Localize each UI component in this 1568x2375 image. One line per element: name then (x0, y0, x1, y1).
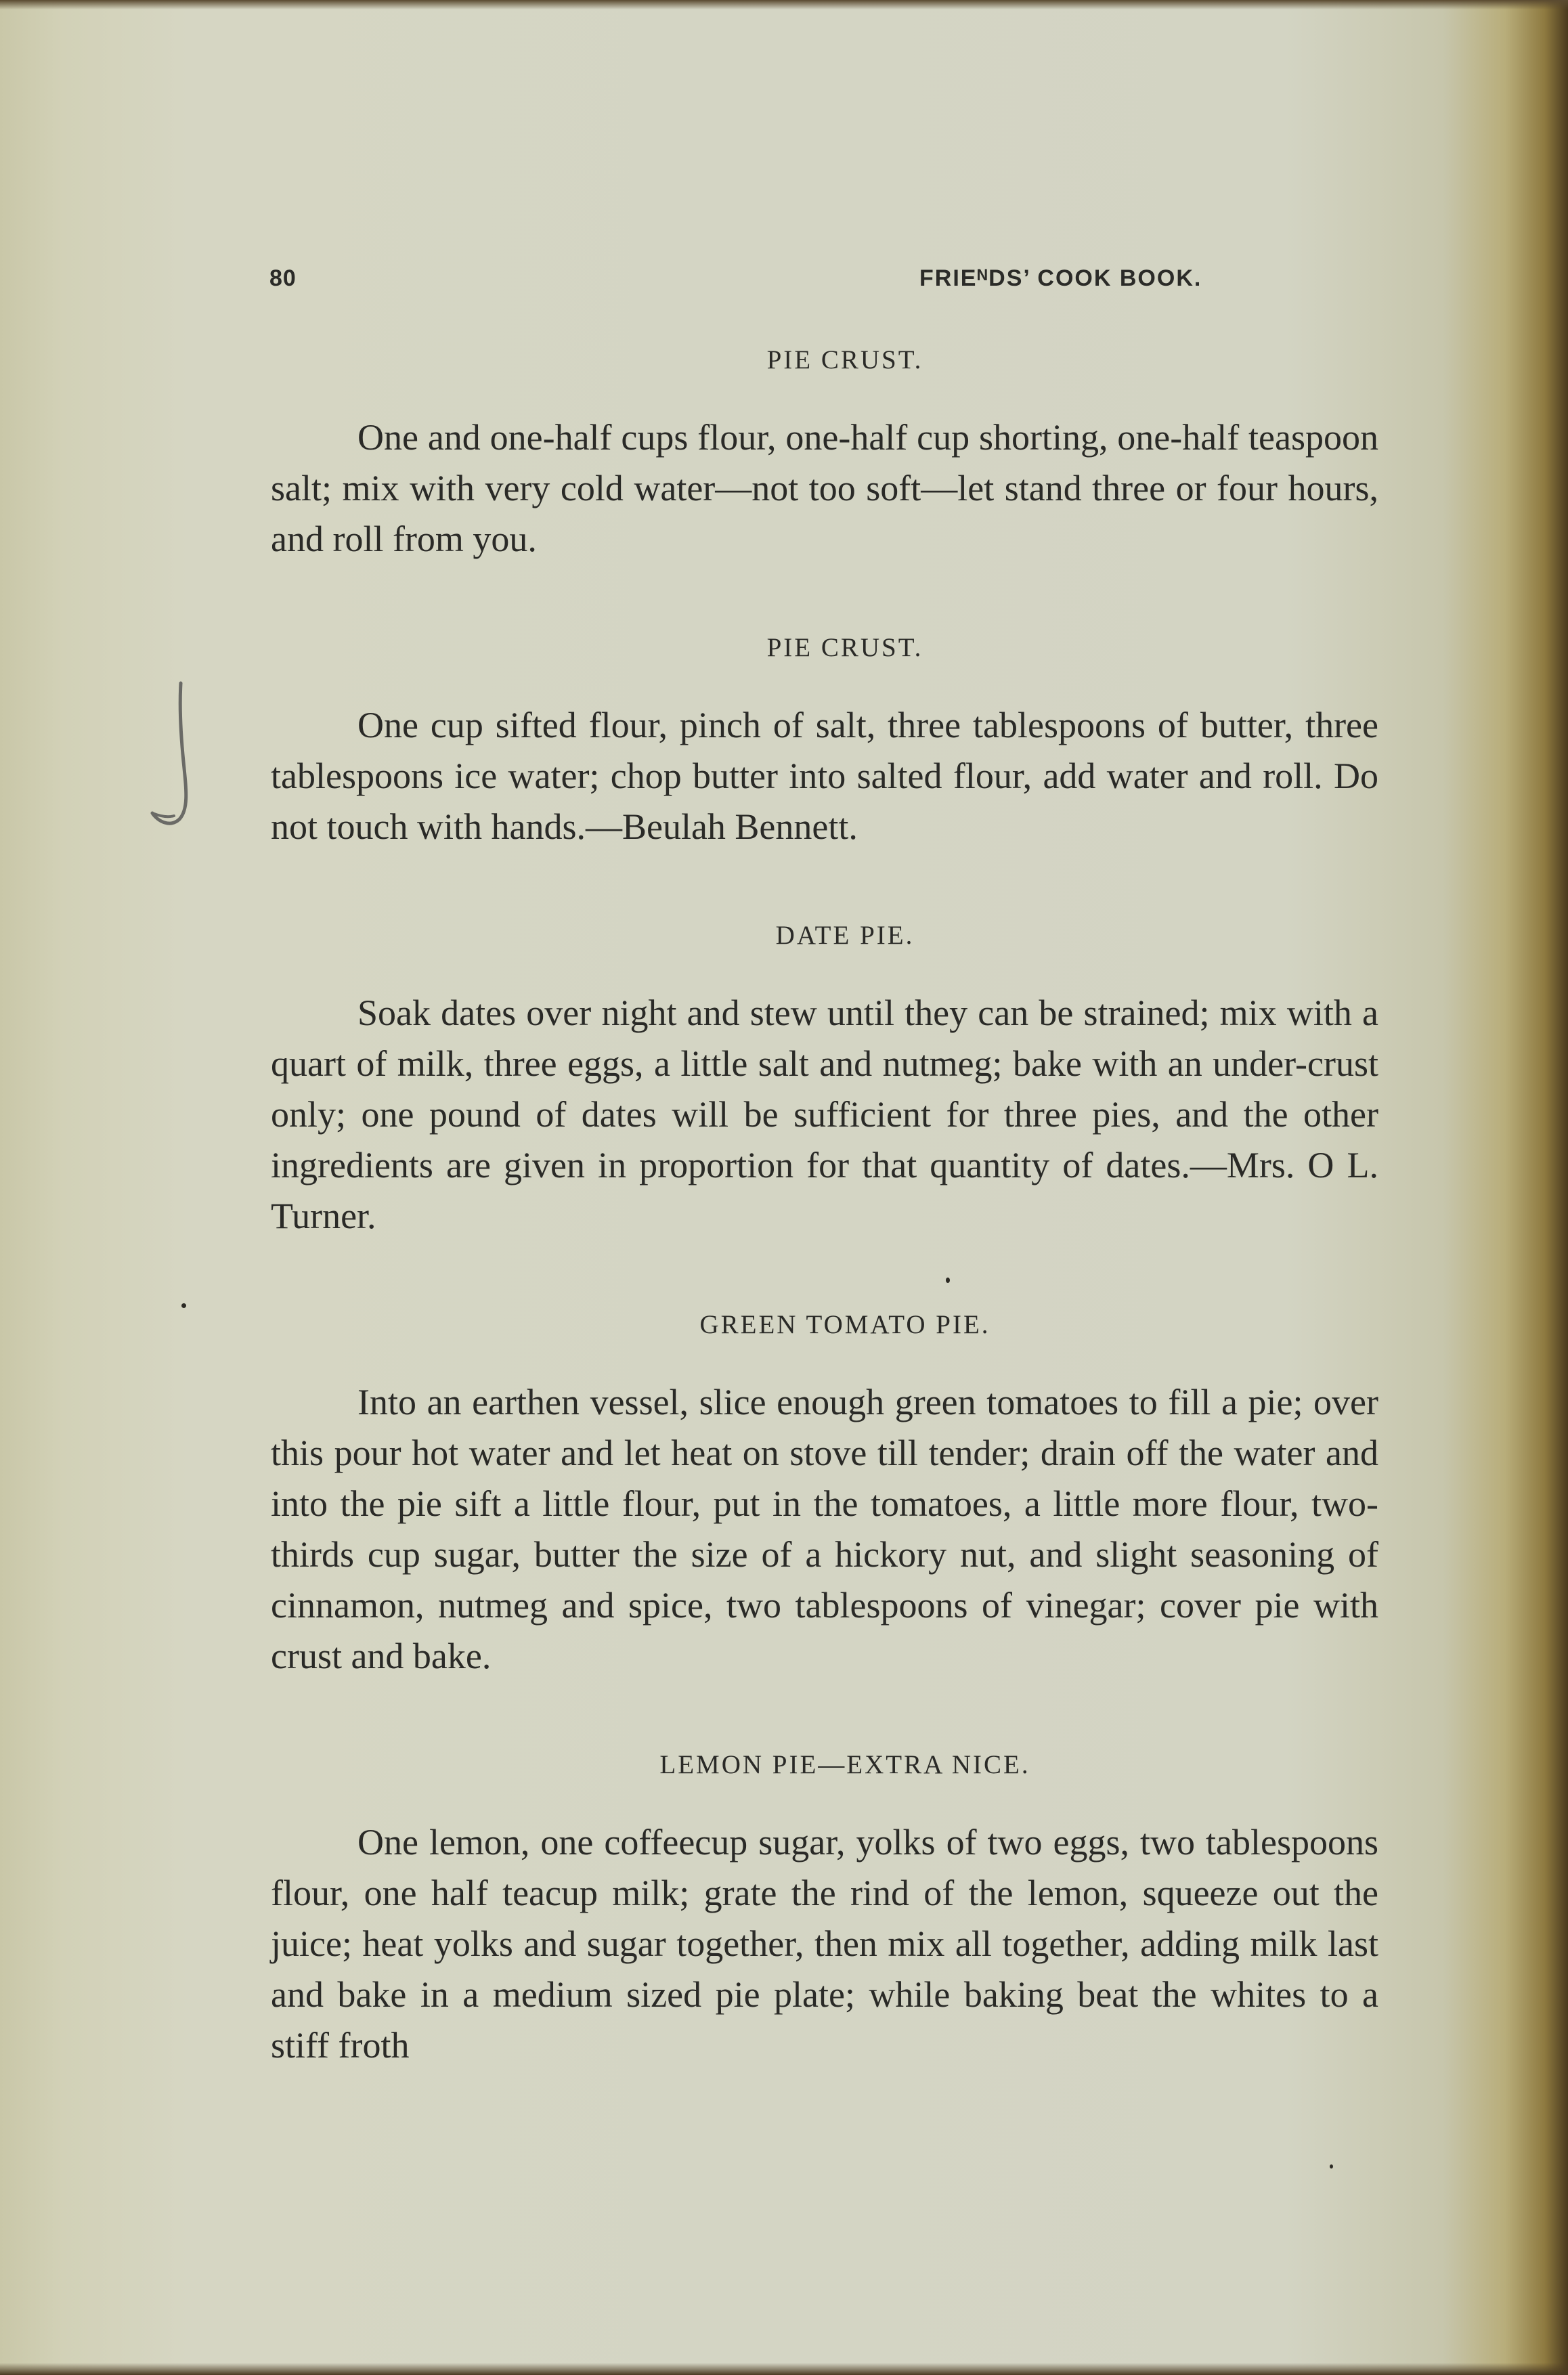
recipe-title: LEMON PIE—EXTRA NICE. (659, 1750, 1030, 1779)
recipe-body: Into an earthen vessel, slice enough green tomatoes to fill a pie; over this pour hot water and let heat on stove till tender; drain off the water and into the pie sift a little flour, put in the tomatoes, a little more flour, two-thirds cup sugar, butter the size of a hickory nut, and slight seasoning of cinnamon, nutmeg and spice, two tablespoons of vinegar; cover pie with crust and bake. (271, 1382, 1378, 1676)
recipe-body: One cup sifted flour, pinch of salt, three tablespoons of butter, three tablespoons ice water; chop butter into salted flour, add water and roll. Do not touch with hands.—Beulah Bennett. (271, 705, 1378, 847)
recipe-date-pie (271, 917, 1378, 1242)
running-title: FRIEᴺDS’ COOK BOOK. (919, 265, 1202, 291)
recipe-title: GREEN TOMATO PIE. (699, 1310, 990, 1339)
recipe-pie-crust-1 (271, 342, 1378, 565)
recipe-body: One lemon, one coffeecup sugar, yolks of two eggs, two tablespoons flour, one half teacup milk; grate the rind of the lemon, squeeze out the juice; heat yolks and sugar together, then mix all together, adding milk last and bake in a medium sized pie plate; while baking beat the whites to a stiff froth (271, 1822, 1378, 2066)
recipe-pie-crust-2 (271, 630, 1378, 852)
recipe-green-tomato-pie (271, 1307, 1378, 1682)
recipe-body: One and one-half cups flour, one-half cup shorting, one-half teaspoon salt; mix with very cold water—not too soft—let stand three or four hours, and roll from you. (271, 417, 1378, 559)
recipe-title: DATE PIE. (775, 921, 915, 950)
page-header (269, 265, 1380, 298)
pencil-mark-icon (139, 680, 220, 836)
page-number: 80 (269, 265, 297, 291)
recipe-body: Soak dates over night and stew until they can be strained; mix with a quart of milk, three eggs, a little salt and nutmeg; bake with an under-crust only; one pound of dates will be sufficient for three pies, and the other ingredients are given in proportion for that quantity of dates.—Mrs. O L. Turner. (271, 993, 1378, 1236)
page-content (271, 342, 1378, 2071)
recipe-lemon-pie (271, 1747, 1378, 2071)
page-bottom-edge (0, 2363, 1568, 2375)
ink-speck (1330, 2164, 1333, 2169)
ink-speck (181, 1303, 186, 1308)
page-top-edge (0, 0, 1568, 9)
recipe-title: PIE CRUST. (766, 633, 923, 662)
recipe-title: PIE CRUST. (766, 345, 923, 374)
